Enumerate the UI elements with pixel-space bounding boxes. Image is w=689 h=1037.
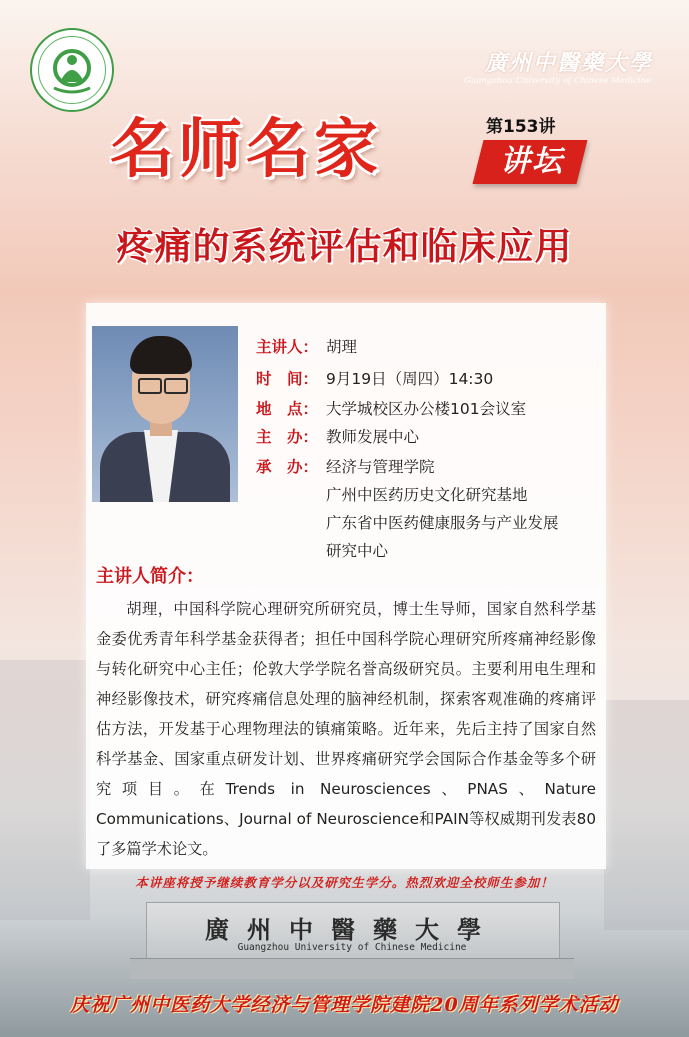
info-value: 经济与管理学院: [326, 458, 435, 476]
info-label: 时 间：: [256, 370, 319, 388]
speaker-photo: [92, 326, 238, 502]
gate-base: [130, 958, 574, 979]
bio-heading: 主讲人简介：: [96, 566, 204, 587]
lecture-subtitle: 疼痛的系统评估和临床应用: [116, 224, 573, 268]
info-value: 胡理: [326, 338, 358, 356]
background-building-right: [604, 700, 689, 930]
university-emblem-icon: [30, 28, 114, 112]
university-name-en: Guangzhou University of Chinese Medicine: [464, 76, 651, 86]
co-organizer-line: 广东省中医药健康服务与产业发展: [326, 514, 559, 532]
co-organizer-line: 研究中心: [326, 542, 389, 560]
info-label: 主 办：: [256, 428, 319, 446]
forum-label: 讲坛: [500, 144, 564, 179]
info-value: 9月19日（周四）14:30: [326, 370, 494, 388]
bio-text: 胡理，中国科学院心理研究所研究员，博士生导师，国家自然科学基金委优秀青年科学基金获得者；担任中国科学院心理研究所疼痛神经影像与转化研究中心主任；伦敦大学学院名誉高级研究员。主要利用电生理和神经影像技术，研究疼痛信息处理的脑神经机制，探索客观准确的疼痛评估方法，开发基于心理物理法的镇痛策略。近年来，先后主持了国家自然科学基金、国家重点研发计划、世界疼痛研究学会国际合作基金等多个研究项目。在Trends in Neurosciences、PNAS、Nature Communications、Journal of Neuroscience和PAIN等权威期刊发表80了多篇学术论文。: [96, 600, 596, 858]
info-value: 教师发展中心: [326, 428, 420, 446]
info-label: 承 办：: [256, 458, 319, 476]
info-row-speaker: [256, 336, 357, 358]
footer-banner: 庆祝广州中医药大学经济与管理学院建院20周年系列学术活动: [70, 994, 619, 1016]
info-row-time: [256, 368, 493, 390]
co-organizer-line: 广州中医药历史文化研究基地: [326, 486, 528, 504]
info-row-host: [256, 426, 419, 448]
gate-name-cn: 廣州中醫藥大學: [205, 915, 499, 944]
info-value: 大学城校区办公楼101会议室: [326, 400, 527, 418]
info-row-organizer: [256, 456, 435, 478]
credit-notice: 本讲座将授予继续教育学分以及研究生学分。热烈欢迎全校师生参加！: [135, 875, 554, 890]
gate-name-en: Guangzhou University of Chinese Medicine: [237, 942, 467, 953]
info-row-location: [256, 398, 526, 420]
info-label: 主讲人：: [256, 338, 319, 356]
series-number: 第153讲: [486, 117, 556, 137]
poster-title: 名师名家: [110, 113, 382, 187]
university-name-cn: 廣州中醫藥大學: [484, 50, 653, 76]
info-label: 地 点：: [256, 400, 319, 418]
